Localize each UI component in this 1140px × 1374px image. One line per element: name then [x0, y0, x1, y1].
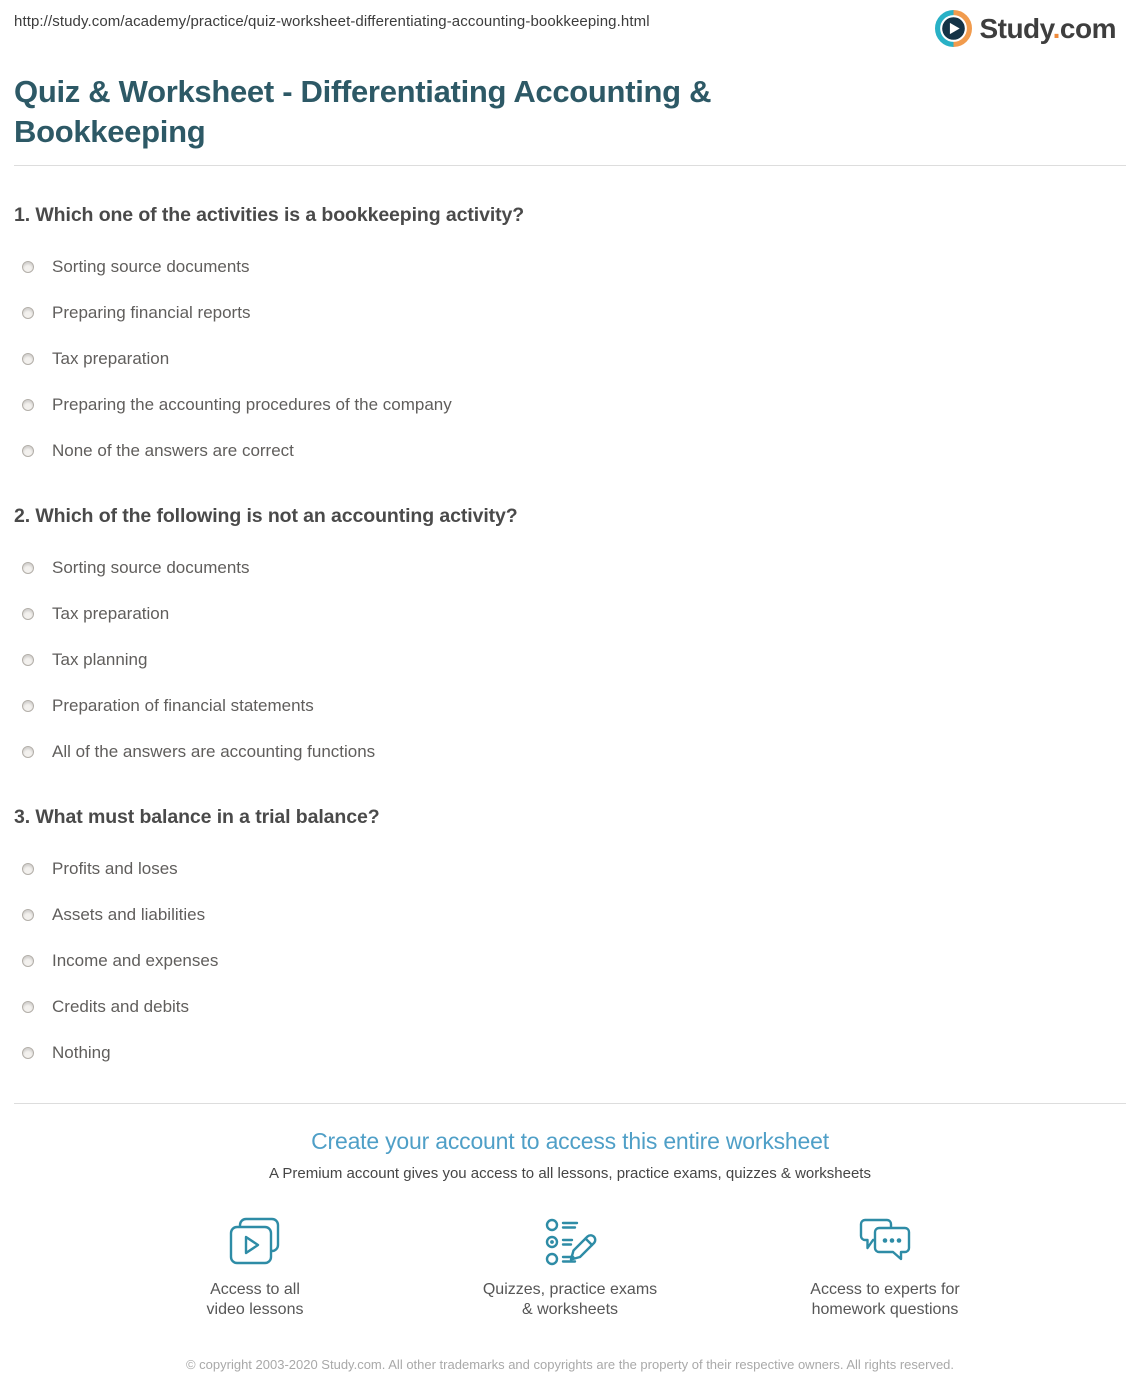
- page-title: Quiz & Worksheet - Differentiating Accounting & Bookkeeping: [14, 74, 712, 149]
- option-label: Profits and loses: [52, 859, 178, 878]
- cta-subtitle: A Premium account gives you access to all lessons, practice exams, quizzes & worksheets: [269, 1165, 871, 1182]
- quizzes-worksheets-icon: [542, 1216, 598, 1268]
- question-2: [14, 505, 1126, 762]
- option-label: All of the answers are accounting functions: [52, 742, 376, 761]
- answer-option[interactable]: [14, 303, 1126, 323]
- question-1: [14, 204, 1126, 461]
- answer-option[interactable]: [14, 742, 1126, 762]
- option-label: Preparation of financial statements: [52, 696, 314, 715]
- study-logo-text: Study.com: [979, 12, 1116, 44]
- answer-option[interactable]: [14, 905, 1126, 925]
- answer-option[interactable]: [14, 441, 1126, 461]
- radio-button[interactable]: [22, 700, 34, 712]
- option-label: Tax preparation: [52, 349, 170, 368]
- copyright-notice: © copyright 2003-2020 Study.com. All other trademarks and copyrights are the property of their respective owners. All rights reserved.: [185, 1357, 955, 1372]
- options-list: [14, 257, 1126, 461]
- divider: [14, 165, 1126, 166]
- divider: [14, 1103, 1126, 1104]
- radio-button[interactable]: [22, 261, 34, 273]
- radio-button[interactable]: [22, 746, 34, 758]
- radio-button[interactable]: [22, 1001, 34, 1013]
- page-url: http://study.com/academy/practice/quiz-worksheet-differentiating-accounting-bookkeeping.html: [14, 13, 650, 30]
- option-label: Nothing: [52, 1043, 111, 1062]
- question-heading: 3. What must balance in a trial balance?: [14, 806, 380, 828]
- chat-experts-icon: [857, 1216, 913, 1268]
- question-heading: 2. Which of the following is not an accounting activity?: [14, 505, 518, 527]
- answer-option[interactable]: [14, 349, 1126, 369]
- answer-option[interactable]: [14, 558, 1126, 578]
- answer-option[interactable]: [14, 859, 1126, 879]
- radio-button[interactable]: [22, 353, 34, 365]
- option-label: None of the answers are correct: [52, 441, 294, 460]
- feature-label: Quizzes, practice exams & worksheets: [482, 1281, 658, 1318]
- option-label: Sorting source documents: [52, 257, 250, 276]
- study-logo[interactable]: [935, 10, 1126, 47]
- feature-label: Access to experts for homework questions: [810, 1281, 960, 1318]
- header: [14, 0, 1126, 52]
- answer-option[interactable]: [14, 696, 1126, 716]
- question-3: [14, 806, 1126, 1063]
- radio-button[interactable]: [22, 955, 34, 967]
- answer-option[interactable]: [14, 650, 1126, 670]
- feature-video-lessons: [145, 1216, 365, 1320]
- study-logo-play-icon: [935, 10, 972, 47]
- radio-button[interactable]: [22, 562, 34, 574]
- answer-option[interactable]: [14, 604, 1126, 624]
- answer-option[interactable]: [14, 257, 1126, 277]
- video-lessons-icon: [227, 1216, 283, 1268]
- question-heading: 1. Which one of the activities is a bookkeeping activity?: [14, 204, 525, 226]
- option-label: Tax preparation: [52, 604, 170, 623]
- option-label: Preparing the accounting procedures of the company: [52, 395, 452, 414]
- answer-option[interactable]: [14, 997, 1126, 1017]
- option-label: Tax planning: [52, 650, 148, 669]
- radio-button[interactable]: [22, 445, 34, 457]
- answer-option[interactable]: [14, 395, 1126, 415]
- radio-button[interactable]: [22, 399, 34, 411]
- answer-option[interactable]: [14, 951, 1126, 971]
- option-label: Income and expenses: [52, 951, 219, 970]
- options-list: [14, 558, 1126, 762]
- features-row: [14, 1216, 1126, 1320]
- options-list: [14, 859, 1126, 1063]
- answer-option[interactable]: [14, 1043, 1126, 1063]
- radio-button[interactable]: [22, 1047, 34, 1059]
- cta-title[interactable]: Create your account to access this entire worksheet: [311, 1128, 829, 1154]
- radio-button[interactable]: [22, 654, 34, 666]
- option-label: Credits and debits: [52, 997, 190, 1016]
- radio-button[interactable]: [22, 608, 34, 620]
- radio-button[interactable]: [22, 307, 34, 319]
- feature-homework-experts: [775, 1216, 995, 1320]
- option-label: Preparing financial reports: [52, 303, 251, 322]
- feature-label: Access to all video lessons: [206, 1281, 304, 1318]
- radio-button[interactable]: [22, 909, 34, 921]
- cta-section: [14, 1128, 1126, 1320]
- feature-quizzes-worksheets: [460, 1216, 680, 1320]
- option-label: Sorting source documents: [52, 558, 250, 577]
- radio-button[interactable]: [22, 863, 34, 875]
- option-label: Assets and liabilities: [52, 905, 206, 924]
